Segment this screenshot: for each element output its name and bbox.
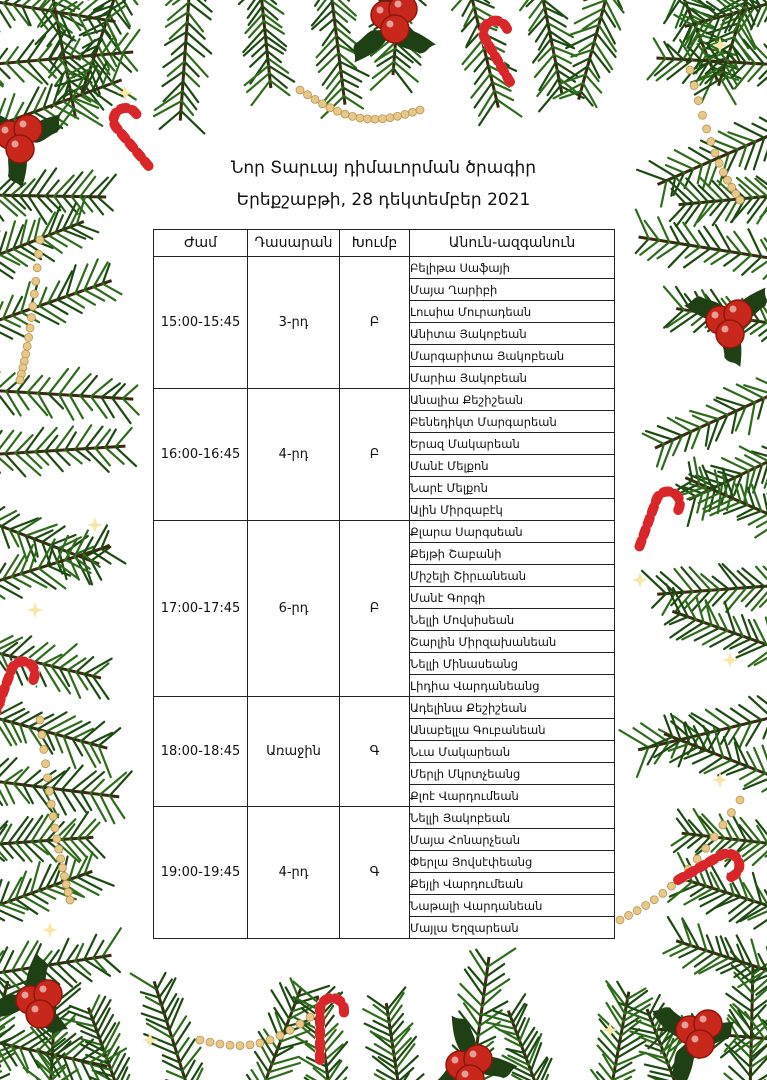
pine-needle bbox=[746, 586, 764, 606]
pine-needle bbox=[249, 21, 264, 37]
pine-needle bbox=[20, 220, 26, 246]
bead bbox=[38, 731, 46, 739]
candy-cane-stripes bbox=[639, 488, 683, 554]
pine-needle bbox=[102, 928, 120, 956]
bead bbox=[51, 824, 59, 832]
bead bbox=[703, 125, 711, 133]
pine-needle bbox=[690, 411, 718, 419]
student-name-cell: Լուսիա Մուրադեան bbox=[410, 301, 615, 323]
pine-needle bbox=[55, 427, 73, 451]
bead bbox=[702, 844, 710, 852]
berry-highlight bbox=[395, 1, 402, 8]
bead bbox=[642, 902, 650, 910]
candy-cane bbox=[479, 16, 531, 82]
candy-cane-stripes bbox=[109, 103, 167, 166]
berry-highlight bbox=[700, 1016, 707, 1023]
bead bbox=[55, 845, 63, 853]
student-name-cell: Բելիթա Սաֆայի bbox=[410, 257, 615, 279]
student-name-cell: Մանէ Գորգի bbox=[410, 587, 615, 609]
pine-needle bbox=[674, 569, 692, 592]
bead bbox=[44, 774, 52, 782]
candy-cane bbox=[639, 488, 683, 554]
time-cell: 16:00-16:45 bbox=[154, 389, 248, 521]
holly-berry bbox=[381, 15, 409, 43]
pine-needle bbox=[698, 924, 706, 950]
bead bbox=[23, 342, 31, 350]
pine-needle bbox=[0, 431, 2, 455]
pine-needle bbox=[17, 40, 34, 62]
pine-needle bbox=[475, 82, 493, 107]
pine-needle bbox=[90, 793, 105, 821]
student-name-cell: Անալիա Քեշիշեան bbox=[410, 389, 615, 411]
sparkle-icon bbox=[712, 772, 728, 788]
bead bbox=[304, 91, 312, 99]
pine-needle bbox=[112, 398, 130, 423]
class-cell: 6-րդ bbox=[248, 521, 340, 697]
pine-needle bbox=[707, 406, 728, 415]
pine-needle bbox=[123, 53, 138, 71]
pine-needle bbox=[24, 842, 43, 861]
student-name-cell: Մայա Ղարիբի bbox=[410, 279, 615, 301]
berry-highlight bbox=[712, 312, 719, 319]
bead bbox=[311, 95, 319, 103]
bead bbox=[296, 86, 304, 94]
bead bbox=[727, 809, 735, 817]
berry-highlight bbox=[462, 1071, 469, 1078]
pine-needle bbox=[695, 953, 714, 967]
pine-needle bbox=[748, 908, 767, 920]
bead bbox=[694, 97, 702, 105]
time-cell: 15:00-15:45 bbox=[154, 257, 248, 389]
pine-needle bbox=[702, 490, 708, 520]
bead bbox=[36, 236, 44, 244]
student-name-cell: Նարէ Մելքոն bbox=[410, 477, 615, 499]
table-row bbox=[154, 521, 615, 543]
bead bbox=[66, 896, 74, 904]
bead bbox=[53, 835, 61, 843]
bead bbox=[650, 896, 658, 904]
student-name-cell: Նւա Մակարեան bbox=[410, 741, 615, 763]
schedule-table bbox=[153, 229, 615, 939]
student-name-cell: Նելլի Յակոբեան bbox=[410, 807, 615, 829]
pine-needle bbox=[157, 973, 166, 990]
pine-needle bbox=[0, 1074, 9, 1080]
table-row bbox=[154, 257, 615, 279]
bead bbox=[711, 149, 719, 157]
pine-needle bbox=[394, 68, 412, 92]
bead bbox=[216, 1040, 224, 1048]
bead bbox=[25, 334, 33, 342]
pine-needle bbox=[26, 643, 47, 660]
student-name-cell: Քեյթի Շաբանի bbox=[410, 543, 615, 565]
column-header-name: Անուն-ազգանուն bbox=[410, 230, 615, 257]
berry-highlight bbox=[387, 21, 394, 28]
pine-needle bbox=[49, 369, 68, 394]
student-name-cell: Մերլի Մկրտչեանց bbox=[410, 763, 615, 785]
pine-needle bbox=[327, 70, 341, 88]
group-cell: Բ bbox=[340, 257, 410, 389]
student-name-cell: Անիտա Յակոբեան bbox=[410, 323, 615, 345]
berry-highlight bbox=[730, 306, 737, 313]
pine-needle bbox=[688, 496, 696, 526]
bead bbox=[625, 911, 633, 919]
pine-needle bbox=[70, 839, 86, 857]
bead bbox=[36, 716, 44, 724]
student-name-cell: Շարլին Միրզախանեան bbox=[410, 631, 615, 653]
sparkle-icon bbox=[722, 652, 738, 668]
student-name-cell: Մարգարիտա Յակոբեան bbox=[410, 345, 615, 367]
student-name-cell: Քեյլի Վարդումեան bbox=[410, 873, 615, 895]
bead bbox=[326, 104, 334, 112]
pine-needle bbox=[182, 91, 196, 109]
page-subtitle: Երեքշաբթի, 28 դեկտեմբեր 2021 bbox=[236, 190, 531, 210]
student-name-cell: Միշելի Շիրւանեան bbox=[410, 565, 615, 587]
pine-needle bbox=[706, 423, 710, 445]
column-header-time: Ժամ bbox=[154, 230, 248, 257]
pine-needle bbox=[658, 426, 682, 436]
student-name-cell: Նելլի Մինասեանց bbox=[410, 653, 615, 675]
student-name-cell: Լիդիա Վարդանեանց bbox=[410, 675, 615, 697]
bead bbox=[286, 1026, 294, 1034]
pine-needle bbox=[646, 431, 673, 440]
candy-cane bbox=[0, 658, 38, 724]
pine-needle bbox=[91, 379, 112, 396]
bead bbox=[206, 1038, 214, 1046]
student-name-cell: Քլարա Սարգսեան bbox=[410, 521, 615, 543]
student-name-cell: Մանէ Մելքոն bbox=[410, 455, 615, 477]
table-header-row bbox=[154, 230, 615, 257]
class-cell: 3-րդ bbox=[248, 257, 340, 389]
student-name-cell: Ադելինա Քեշիշեան bbox=[410, 697, 615, 719]
pine-needle bbox=[637, 747, 648, 777]
pine-needle bbox=[115, 428, 131, 447]
pine-needle bbox=[59, 368, 79, 395]
pine-needle bbox=[752, 258, 767, 272]
candy-cane-stripes bbox=[0, 658, 38, 724]
bead bbox=[16, 376, 24, 384]
bead bbox=[401, 110, 409, 118]
pine-needle bbox=[93, 997, 105, 1020]
bead bbox=[47, 800, 55, 808]
bead bbox=[616, 916, 624, 924]
pine-needle bbox=[8, 843, 24, 860]
time-cell: 18:00-18:45 bbox=[154, 697, 248, 807]
bead bbox=[22, 350, 30, 358]
bead bbox=[707, 138, 715, 146]
pine-needle bbox=[757, 378, 767, 390]
pine-needle bbox=[115, 447, 136, 466]
column-header-group: Խումբ bbox=[340, 230, 410, 257]
pine-needle bbox=[12, 942, 28, 971]
student-name-cell: Փերլա Յովսէփեանց bbox=[410, 851, 615, 873]
pine-needle bbox=[703, 631, 727, 645]
pine-needle bbox=[738, 571, 756, 587]
pine-needle bbox=[51, 644, 76, 666]
pine-needle bbox=[6, 47, 18, 63]
bead bbox=[699, 111, 707, 119]
bead bbox=[659, 889, 667, 897]
time-cell: 17:00-17:45 bbox=[154, 521, 248, 697]
pine-needle bbox=[645, 1065, 671, 1071]
pine-needle bbox=[748, 64, 764, 81]
pine-needle bbox=[634, 728, 659, 745]
pine-needle bbox=[175, 1023, 190, 1047]
bead bbox=[256, 1039, 264, 1047]
bead bbox=[64, 888, 72, 896]
pine-needle bbox=[342, 79, 358, 87]
class-cell: 4-րդ bbox=[248, 807, 340, 939]
pine-needle bbox=[395, 1037, 416, 1062]
pine-needle bbox=[77, 224, 98, 232]
pine-needle bbox=[749, 402, 755, 434]
pine-needle bbox=[101, 549, 125, 564]
pine-needle bbox=[695, 628, 720, 640]
student-name-cell: Բենեդիկտ Մարգարեան bbox=[410, 411, 615, 433]
student-name-cell: Մայա Հոնարչեան bbox=[410, 829, 615, 851]
student-name-cell: Քլոէ Վարդումեան bbox=[410, 785, 615, 807]
pine-needle bbox=[62, 766, 83, 790]
pine-needle bbox=[0, 373, 15, 390]
bead bbox=[349, 112, 357, 120]
berry-highlight bbox=[40, 986, 47, 993]
student-name-cell: Նելլի Մովսիսեան bbox=[410, 609, 615, 631]
berry-highlight bbox=[12, 141, 19, 148]
berry-highlight bbox=[692, 1036, 699, 1043]
pine-needle bbox=[658, 244, 680, 259]
bead bbox=[736, 796, 744, 804]
pine-needle bbox=[658, 217, 669, 242]
bead bbox=[379, 115, 387, 123]
pine-needle bbox=[11, 1032, 33, 1046]
time-cell: 19:00-19:45 bbox=[154, 807, 248, 939]
pine-needle bbox=[3, 319, 20, 327]
pine-needle bbox=[363, 1009, 389, 1023]
bead bbox=[371, 115, 379, 123]
pine-needle bbox=[105, 447, 123, 463]
pine-needle bbox=[694, 809, 711, 837]
pine-needle bbox=[726, 1044, 751, 1067]
pine-needle bbox=[100, 1015, 113, 1039]
bead bbox=[416, 106, 424, 114]
pine-needle bbox=[80, 396, 92, 410]
bead bbox=[236, 1042, 244, 1050]
pine-needle bbox=[160, 111, 181, 129]
bead bbox=[35, 250, 43, 258]
bead bbox=[40, 745, 48, 753]
holly-berry bbox=[686, 1030, 714, 1058]
student-name-cell: Նաթալի Վարդանեան bbox=[410, 895, 615, 917]
table-row bbox=[154, 389, 615, 411]
bead bbox=[409, 108, 417, 116]
pine-needle bbox=[668, 917, 684, 943]
berry-highlight bbox=[377, 7, 384, 14]
student-name-cell: Մարիա Յակոբեան bbox=[410, 367, 615, 389]
bead bbox=[30, 290, 38, 298]
pine-needle bbox=[110, 796, 125, 818]
pine-needle bbox=[0, 758, 17, 781]
pine-needle bbox=[123, 30, 140, 53]
pine-needle bbox=[620, 730, 649, 747]
holly-berry bbox=[26, 1000, 54, 1028]
table-row bbox=[154, 697, 615, 719]
pine-needle bbox=[103, 284, 122, 294]
table-row bbox=[154, 807, 615, 829]
bead bbox=[33, 264, 41, 272]
pine-needle bbox=[131, 974, 157, 990]
bead bbox=[356, 114, 364, 122]
bead bbox=[29, 302, 37, 310]
berry-highlight bbox=[2, 127, 9, 134]
sparkle-icon bbox=[42, 922, 58, 938]
bead bbox=[296, 1020, 304, 1028]
group-cell: Բ bbox=[340, 389, 410, 521]
pine-needle bbox=[707, 895, 734, 914]
candy-cane bbox=[109, 103, 167, 166]
bead bbox=[276, 1032, 284, 1040]
berry-highlight bbox=[20, 121, 27, 128]
pine-needle bbox=[488, 949, 516, 967]
pine-needle bbox=[112, 384, 125, 398]
bead bbox=[690, 81, 698, 89]
group-cell: Գ bbox=[340, 807, 410, 939]
pine-needle bbox=[113, 1054, 125, 1076]
berry-highlight bbox=[470, 1051, 477, 1058]
pine-needle bbox=[86, 823, 100, 838]
bead bbox=[341, 110, 349, 118]
bead bbox=[364, 115, 372, 123]
pine-needle bbox=[168, 2, 189, 19]
pine-needle bbox=[716, 709, 741, 725]
pine-needle bbox=[27, 35, 45, 61]
pine-needle bbox=[496, 99, 521, 116]
berry-highlight bbox=[32, 1006, 39, 1013]
bead bbox=[49, 812, 57, 820]
pine-needle bbox=[46, 716, 75, 731]
sparkle-icon bbox=[87, 517, 103, 533]
pine-needle bbox=[319, 53, 339, 72]
student-name-cell: Ալին Միրզաբէկ bbox=[410, 499, 615, 521]
bead bbox=[26, 324, 34, 332]
berry-highlight bbox=[22, 992, 29, 999]
berry-highlight bbox=[682, 1022, 689, 1029]
pine-needle bbox=[664, 287, 684, 310]
student-name-cell: Երազ Մակարեան bbox=[410, 433, 615, 455]
bead bbox=[386, 114, 394, 122]
bead bbox=[42, 760, 50, 768]
pine-needle bbox=[187, 32, 212, 54]
pine-needle bbox=[650, 1071, 672, 1076]
pine-needle bbox=[123, 398, 139, 414]
class-cell: Առաջին bbox=[248, 697, 340, 807]
bead bbox=[667, 882, 675, 890]
candy-cane-stripes bbox=[479, 16, 531, 82]
pine-needle bbox=[272, 990, 290, 1019]
berry-highlight bbox=[722, 326, 729, 333]
pine-needle bbox=[38, 378, 50, 393]
pine-needle bbox=[694, 457, 699, 483]
bead bbox=[710, 833, 718, 841]
pine-needle bbox=[365, 1024, 391, 1036]
pine-needle bbox=[39, 891, 56, 899]
pine-needle bbox=[17, 392, 29, 410]
pine-needle bbox=[734, 817, 747, 841]
berry-highlight bbox=[452, 1057, 459, 1064]
pine-needle bbox=[389, 1006, 401, 1023]
bead bbox=[266, 1036, 274, 1044]
student-name-cell: Մայլա Եղզարեան bbox=[410, 917, 615, 939]
bead bbox=[62, 880, 70, 888]
pine-needle bbox=[684, 249, 710, 268]
pine-needle bbox=[387, 987, 405, 1009]
column-header-class: Դասարան bbox=[248, 230, 340, 257]
bead bbox=[319, 100, 327, 108]
bead bbox=[633, 907, 641, 915]
page-title: Նոր Տարւայ դիմաւորման ծրագիր bbox=[230, 158, 537, 178]
bead bbox=[60, 872, 68, 880]
class-cell: 4-րդ bbox=[248, 389, 340, 521]
pine-needle bbox=[652, 594, 666, 608]
student-name-cell: Անաբելլա Գուբանեան bbox=[410, 719, 615, 741]
bead bbox=[334, 107, 342, 115]
pine-needle bbox=[740, 770, 757, 779]
holly-berry bbox=[716, 320, 744, 348]
pine-needle bbox=[298, 986, 329, 996]
pine-needle bbox=[16, 843, 32, 862]
bead bbox=[719, 821, 727, 829]
bead bbox=[196, 1036, 204, 1044]
bead bbox=[57, 855, 65, 863]
bead bbox=[686, 66, 694, 74]
pine-needle bbox=[340, 62, 369, 76]
bead bbox=[59, 864, 67, 872]
pine-needle bbox=[123, 385, 138, 398]
pine-needle bbox=[390, 1014, 403, 1029]
pine-needle bbox=[728, 132, 755, 141]
bead bbox=[226, 1041, 234, 1049]
bead bbox=[27, 314, 35, 322]
bead bbox=[246, 1041, 254, 1049]
sparkle-icon bbox=[27, 602, 43, 618]
bead bbox=[32, 277, 40, 285]
bead bbox=[394, 112, 402, 120]
group-cell: Բ bbox=[340, 521, 410, 697]
bead bbox=[306, 1013, 314, 1021]
group-cell: Գ bbox=[340, 697, 410, 807]
bead bbox=[45, 787, 53, 795]
pine-needle bbox=[252, 81, 271, 106]
